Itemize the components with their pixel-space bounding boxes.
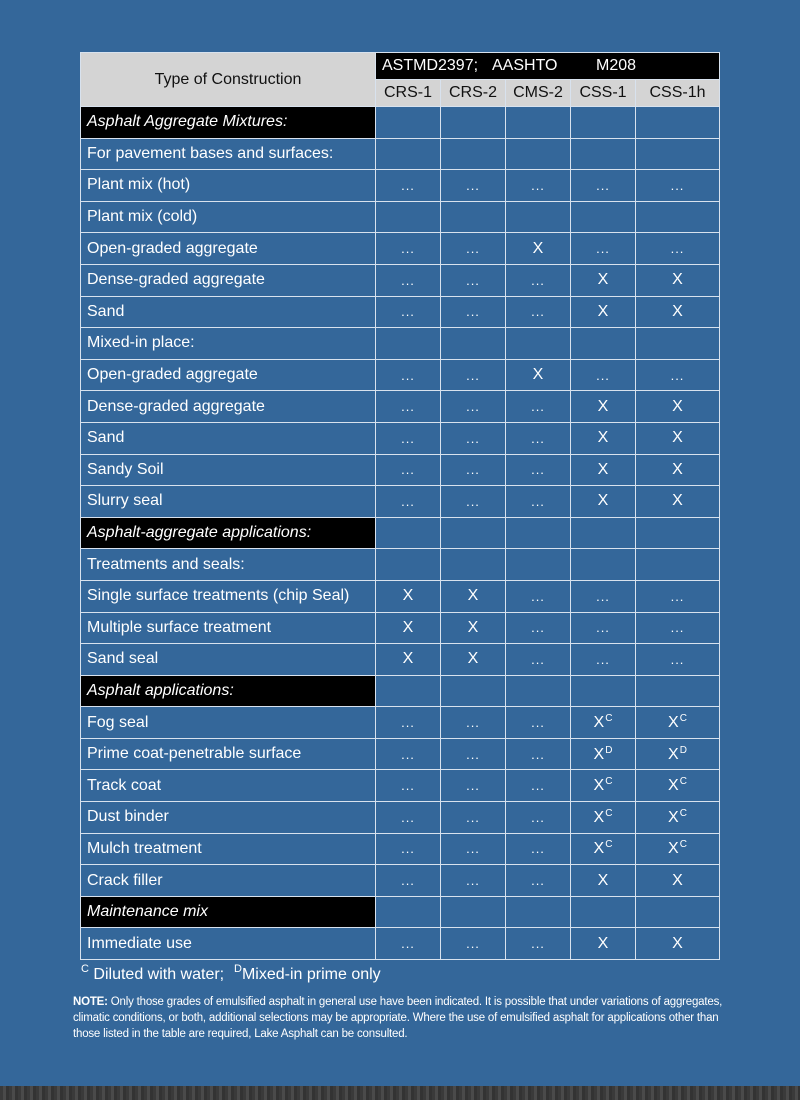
section-row [81, 517, 720, 549]
cell-css-1h: X [636, 865, 720, 897]
cell-footnote-mark: C [605, 776, 613, 788]
standard-m208: M208 [596, 57, 637, 74]
row-label: Mixed-in place: [81, 328, 376, 360]
cell-crs-2: ... [441, 454, 506, 486]
cell-crs-2 [441, 675, 506, 707]
table-row [81, 612, 720, 644]
cell-css-1h [636, 833, 720, 865]
row-label: Plant mix (cold) [81, 201, 376, 233]
table-row [81, 549, 720, 581]
row-label: Mulch treatment [81, 833, 376, 865]
cell-cms-2: ... [506, 296, 571, 328]
note-paragraph [73, 994, 723, 1042]
row-label: Open-graded aggregate [81, 359, 376, 391]
row-label: Dust binder [81, 802, 376, 834]
row-label: Single surface treatments (chip Seal) [81, 580, 376, 612]
table-row [81, 707, 720, 739]
row-label: Sand [81, 422, 376, 454]
emulsion-selection-table [80, 52, 720, 960]
table-row [81, 802, 720, 834]
cell-mark: X [593, 745, 605, 763]
cell-cms-2 [506, 896, 571, 928]
cell-css-1 [571, 770, 636, 802]
cell-cms-2: ... [506, 612, 571, 644]
cell-cms-2: ... [506, 802, 571, 834]
footer-strip [0, 1086, 800, 1100]
table-row [81, 233, 720, 265]
cell-crs-1: ... [376, 296, 441, 328]
row-label: Sand seal [81, 644, 376, 676]
cell-cms-2: ... [506, 770, 571, 802]
table-row [81, 201, 720, 233]
cell-css-1h: X [636, 296, 720, 328]
standard-astm: ASTMD2397; [382, 57, 479, 74]
cell-mark: X [668, 745, 679, 763]
cell-cms-2 [506, 201, 571, 233]
table-row [81, 865, 720, 897]
cell-mark: X [593, 777, 605, 795]
cell-css-1h: X [636, 454, 720, 486]
table-row [81, 928, 720, 960]
row-label: Sand [81, 296, 376, 328]
cell-mark: X [668, 808, 679, 826]
section-row [81, 107, 720, 139]
cell-crs-1: ... [376, 359, 441, 391]
cell-cms-2: ... [506, 170, 571, 202]
type-of-construction-header: Type of Construction [81, 53, 376, 107]
cell-css-1h [636, 675, 720, 707]
cell-crs-2 [441, 107, 506, 139]
cell-cms-2: ... [506, 644, 571, 676]
cell-crs-2: ... [441, 264, 506, 296]
cell-css-1 [571, 707, 636, 739]
cell-cms-2: ... [506, 738, 571, 770]
cell-crs-1 [376, 549, 441, 581]
grade-header-crs-1: CRS-1 [376, 80, 441, 107]
standard-aashto: AASHTO [492, 57, 558, 74]
cell-css-1: X [571, 928, 636, 960]
cell-crs-2: ... [441, 359, 506, 391]
cell-css-1: X [571, 264, 636, 296]
row-label: Sandy Soil [81, 454, 376, 486]
cell-footnote-mark: C [605, 807, 613, 819]
cell-crs-1 [376, 138, 441, 170]
table-row [81, 138, 720, 170]
cell-crs-1: ... [376, 802, 441, 834]
cell-crs-1: ... [376, 170, 441, 202]
cell-footnote-mark: C [679, 776, 687, 788]
grade-header-css-1: CSS-1 [571, 80, 636, 107]
section-row [81, 675, 720, 707]
row-label: Track coat [81, 770, 376, 802]
cell-crs-1: ... [376, 865, 441, 897]
cell-css-1: X [571, 865, 636, 897]
cell-crs-2: ... [441, 296, 506, 328]
cell-crs-2: X [441, 580, 506, 612]
table-row [81, 738, 720, 770]
cell-css-1: X [571, 454, 636, 486]
cell-crs-1: ... [376, 833, 441, 865]
cell-crs-2: ... [441, 707, 506, 739]
cell-crs-1 [376, 201, 441, 233]
cell-mark: X [668, 714, 679, 732]
table-row [81, 580, 720, 612]
section-row [81, 896, 720, 928]
cell-crs-1 [376, 896, 441, 928]
cell-css-1h: X [636, 264, 720, 296]
cell-css-1h [636, 549, 720, 581]
row-label: Multiple surface treatment [81, 612, 376, 644]
row-label: Slurry seal [81, 486, 376, 518]
cell-crs-2: ... [441, 233, 506, 265]
cell-css-1 [571, 549, 636, 581]
row-label: Plant mix (hot) [81, 170, 376, 202]
cell-css-1: X [571, 296, 636, 328]
cell-crs-1: ... [376, 422, 441, 454]
cell-css-1 [571, 517, 636, 549]
cell-crs-2: ... [441, 928, 506, 960]
row-label: Fog seal [81, 707, 376, 739]
cell-mark: X [593, 808, 605, 826]
footnote-legend [80, 963, 381, 984]
table-row [81, 264, 720, 296]
cell-crs-1: ... [376, 391, 441, 423]
table-row [81, 422, 720, 454]
cell-css-1h: X [636, 422, 720, 454]
cell-crs-2: ... [441, 802, 506, 834]
cell-mark: X [593, 714, 605, 732]
cell-crs-1: ... [376, 233, 441, 265]
cell-mark: X [593, 840, 605, 858]
table-row [81, 454, 720, 486]
cell-crs-1: ... [376, 770, 441, 802]
row-label: For pavement bases and surfaces: [81, 138, 376, 170]
cell-crs-2: ... [441, 391, 506, 423]
cell-css-1 [571, 833, 636, 865]
cell-crs-1: X [376, 612, 441, 644]
cell-mark: X [668, 840, 679, 858]
cell-crs-1 [376, 107, 441, 139]
table-row [81, 770, 720, 802]
table-row [81, 644, 720, 676]
cell-cms-2: ... [506, 264, 571, 296]
cell-css-1h: ... [636, 580, 720, 612]
cell-css-1h [636, 707, 720, 739]
cell-css-1: ... [571, 233, 636, 265]
cell-crs-2 [441, 328, 506, 360]
cell-css-1h [636, 107, 720, 139]
cell-crs-2 [441, 138, 506, 170]
cell-crs-1: ... [376, 928, 441, 960]
cell-css-1 [571, 738, 636, 770]
cell-crs-2 [441, 896, 506, 928]
cell-css-1h [636, 738, 720, 770]
cell-cms-2: ... [506, 486, 571, 518]
cell-css-1h: ... [636, 233, 720, 265]
cell-css-1h [636, 896, 720, 928]
note-text: Only those grades of emulsified asphalt in general use have been indicated. It is possible that under variations of aggregates, climatic conditions, or both, additional selections may be appropriate. Where the use of emulsified asphalt for applications other than those listed in the table are required, Lake Asphalt can be consulted. [73, 996, 723, 1040]
cell-footnote-mark: D [679, 744, 687, 756]
cell-css-1h: X [636, 391, 720, 423]
cell-cms-2: X [506, 233, 571, 265]
row-label: Immediate use [81, 928, 376, 960]
table-row [81, 359, 720, 391]
cell-crs-2: ... [441, 833, 506, 865]
cell-crs-1: ... [376, 454, 441, 486]
cell-crs-2: ... [441, 486, 506, 518]
cell-css-1: ... [571, 612, 636, 644]
section-label: Asphalt applications: [81, 675, 376, 707]
row-label: Prime coat-penetrable surface [81, 738, 376, 770]
cell-footnote-mark: C [605, 713, 613, 725]
cell-css-1: X [571, 391, 636, 423]
legend-c-text: Diluted with water; [93, 966, 225, 983]
cell-crs-2: X [441, 612, 506, 644]
cell-css-1h [636, 138, 720, 170]
cell-cms-2 [506, 675, 571, 707]
cell-footnote-mark: C [679, 807, 687, 819]
cell-css-1 [571, 328, 636, 360]
cell-mark: X [668, 777, 679, 795]
cell-css-1 [571, 675, 636, 707]
cell-css-1h: ... [636, 359, 720, 391]
row-label: Dense-graded aggregate [81, 264, 376, 296]
cell-css-1: X [571, 422, 636, 454]
cell-cms-2: ... [506, 865, 571, 897]
cell-crs-1: ... [376, 738, 441, 770]
cell-footnote-mark: C [605, 839, 613, 851]
cell-cms-2: ... [506, 454, 571, 486]
legend-c-mark: C [81, 963, 89, 975]
cell-cms-2 [506, 328, 571, 360]
cell-cms-2 [506, 517, 571, 549]
cell-crs-2: X [441, 644, 506, 676]
table-row [81, 833, 720, 865]
cell-footnote-mark: C [679, 839, 687, 851]
cell-crs-2: ... [441, 865, 506, 897]
cell-cms-2: ... [506, 707, 571, 739]
cell-crs-2: ... [441, 422, 506, 454]
cell-css-1: ... [571, 359, 636, 391]
cell-css-1h: ... [636, 612, 720, 644]
cell-css-1: ... [571, 644, 636, 676]
cell-css-1h: X [636, 928, 720, 960]
cell-css-1h [636, 517, 720, 549]
cell-css-1h: X [636, 486, 720, 518]
cell-cms-2: ... [506, 422, 571, 454]
cell-crs-2: ... [441, 738, 506, 770]
section-label: Asphalt-aggregate applications: [81, 517, 376, 549]
cell-css-1h [636, 802, 720, 834]
cell-cms-2 [506, 138, 571, 170]
cell-crs-1: ... [376, 707, 441, 739]
table-row [81, 486, 720, 518]
cell-crs-1: ... [376, 486, 441, 518]
section-label: Maintenance mix [81, 896, 376, 928]
grade-header-crs-2: CRS-2 [441, 80, 506, 107]
table-row [81, 296, 720, 328]
cell-footnote-mark: C [679, 713, 687, 725]
note-lead: NOTE: [73, 996, 108, 1008]
cell-css-1 [571, 107, 636, 139]
grade-header-css-1h: CSS-1h [636, 80, 720, 107]
cell-crs-1: X [376, 644, 441, 676]
cell-crs-1 [376, 328, 441, 360]
grade-header-cms-2: CMS-2 [506, 80, 571, 107]
cell-cms-2: ... [506, 580, 571, 612]
cell-footnote-mark: D [605, 744, 613, 756]
table-row [81, 391, 720, 423]
legend-d-text: Mixed-in prime only [241, 966, 381, 983]
cell-cms-2: ... [506, 928, 571, 960]
cell-crs-2 [441, 201, 506, 233]
cell-css-1: X [571, 486, 636, 518]
cell-css-1 [571, 138, 636, 170]
cell-crs-2 [441, 549, 506, 581]
row-label: Dense-graded aggregate [81, 391, 376, 423]
cell-crs-1: ... [376, 264, 441, 296]
cell-crs-1: X [376, 580, 441, 612]
row-label: Crack filler [81, 865, 376, 897]
cell-cms-2 [506, 549, 571, 581]
cell-css-1h [636, 201, 720, 233]
cell-crs-2 [441, 517, 506, 549]
cell-css-1 [571, 896, 636, 928]
row-label: Open-graded aggregate [81, 233, 376, 265]
cell-css-1: ... [571, 580, 636, 612]
cell-css-1 [571, 201, 636, 233]
cell-css-1h: ... [636, 170, 720, 202]
cell-crs-1 [376, 517, 441, 549]
cell-crs-1 [376, 675, 441, 707]
cell-cms-2 [506, 107, 571, 139]
section-label: Asphalt Aggregate Mixtures: [81, 107, 376, 139]
cell-crs-2: ... [441, 770, 506, 802]
cell-cms-2: ... [506, 833, 571, 865]
table-row [81, 328, 720, 360]
cell-css-1 [571, 802, 636, 834]
cell-css-1h: ... [636, 644, 720, 676]
row-label: Treatments and seals: [81, 549, 376, 581]
standard-header [376, 53, 720, 80]
cell-crs-2: ... [441, 170, 506, 202]
cell-cms-2: ... [506, 391, 571, 423]
cell-css-1h [636, 328, 720, 360]
legend-d-mark: D [234, 963, 242, 975]
cell-css-1h [636, 770, 720, 802]
cell-cms-2: X [506, 359, 571, 391]
table-row [81, 170, 720, 202]
cell-css-1: ... [571, 170, 636, 202]
